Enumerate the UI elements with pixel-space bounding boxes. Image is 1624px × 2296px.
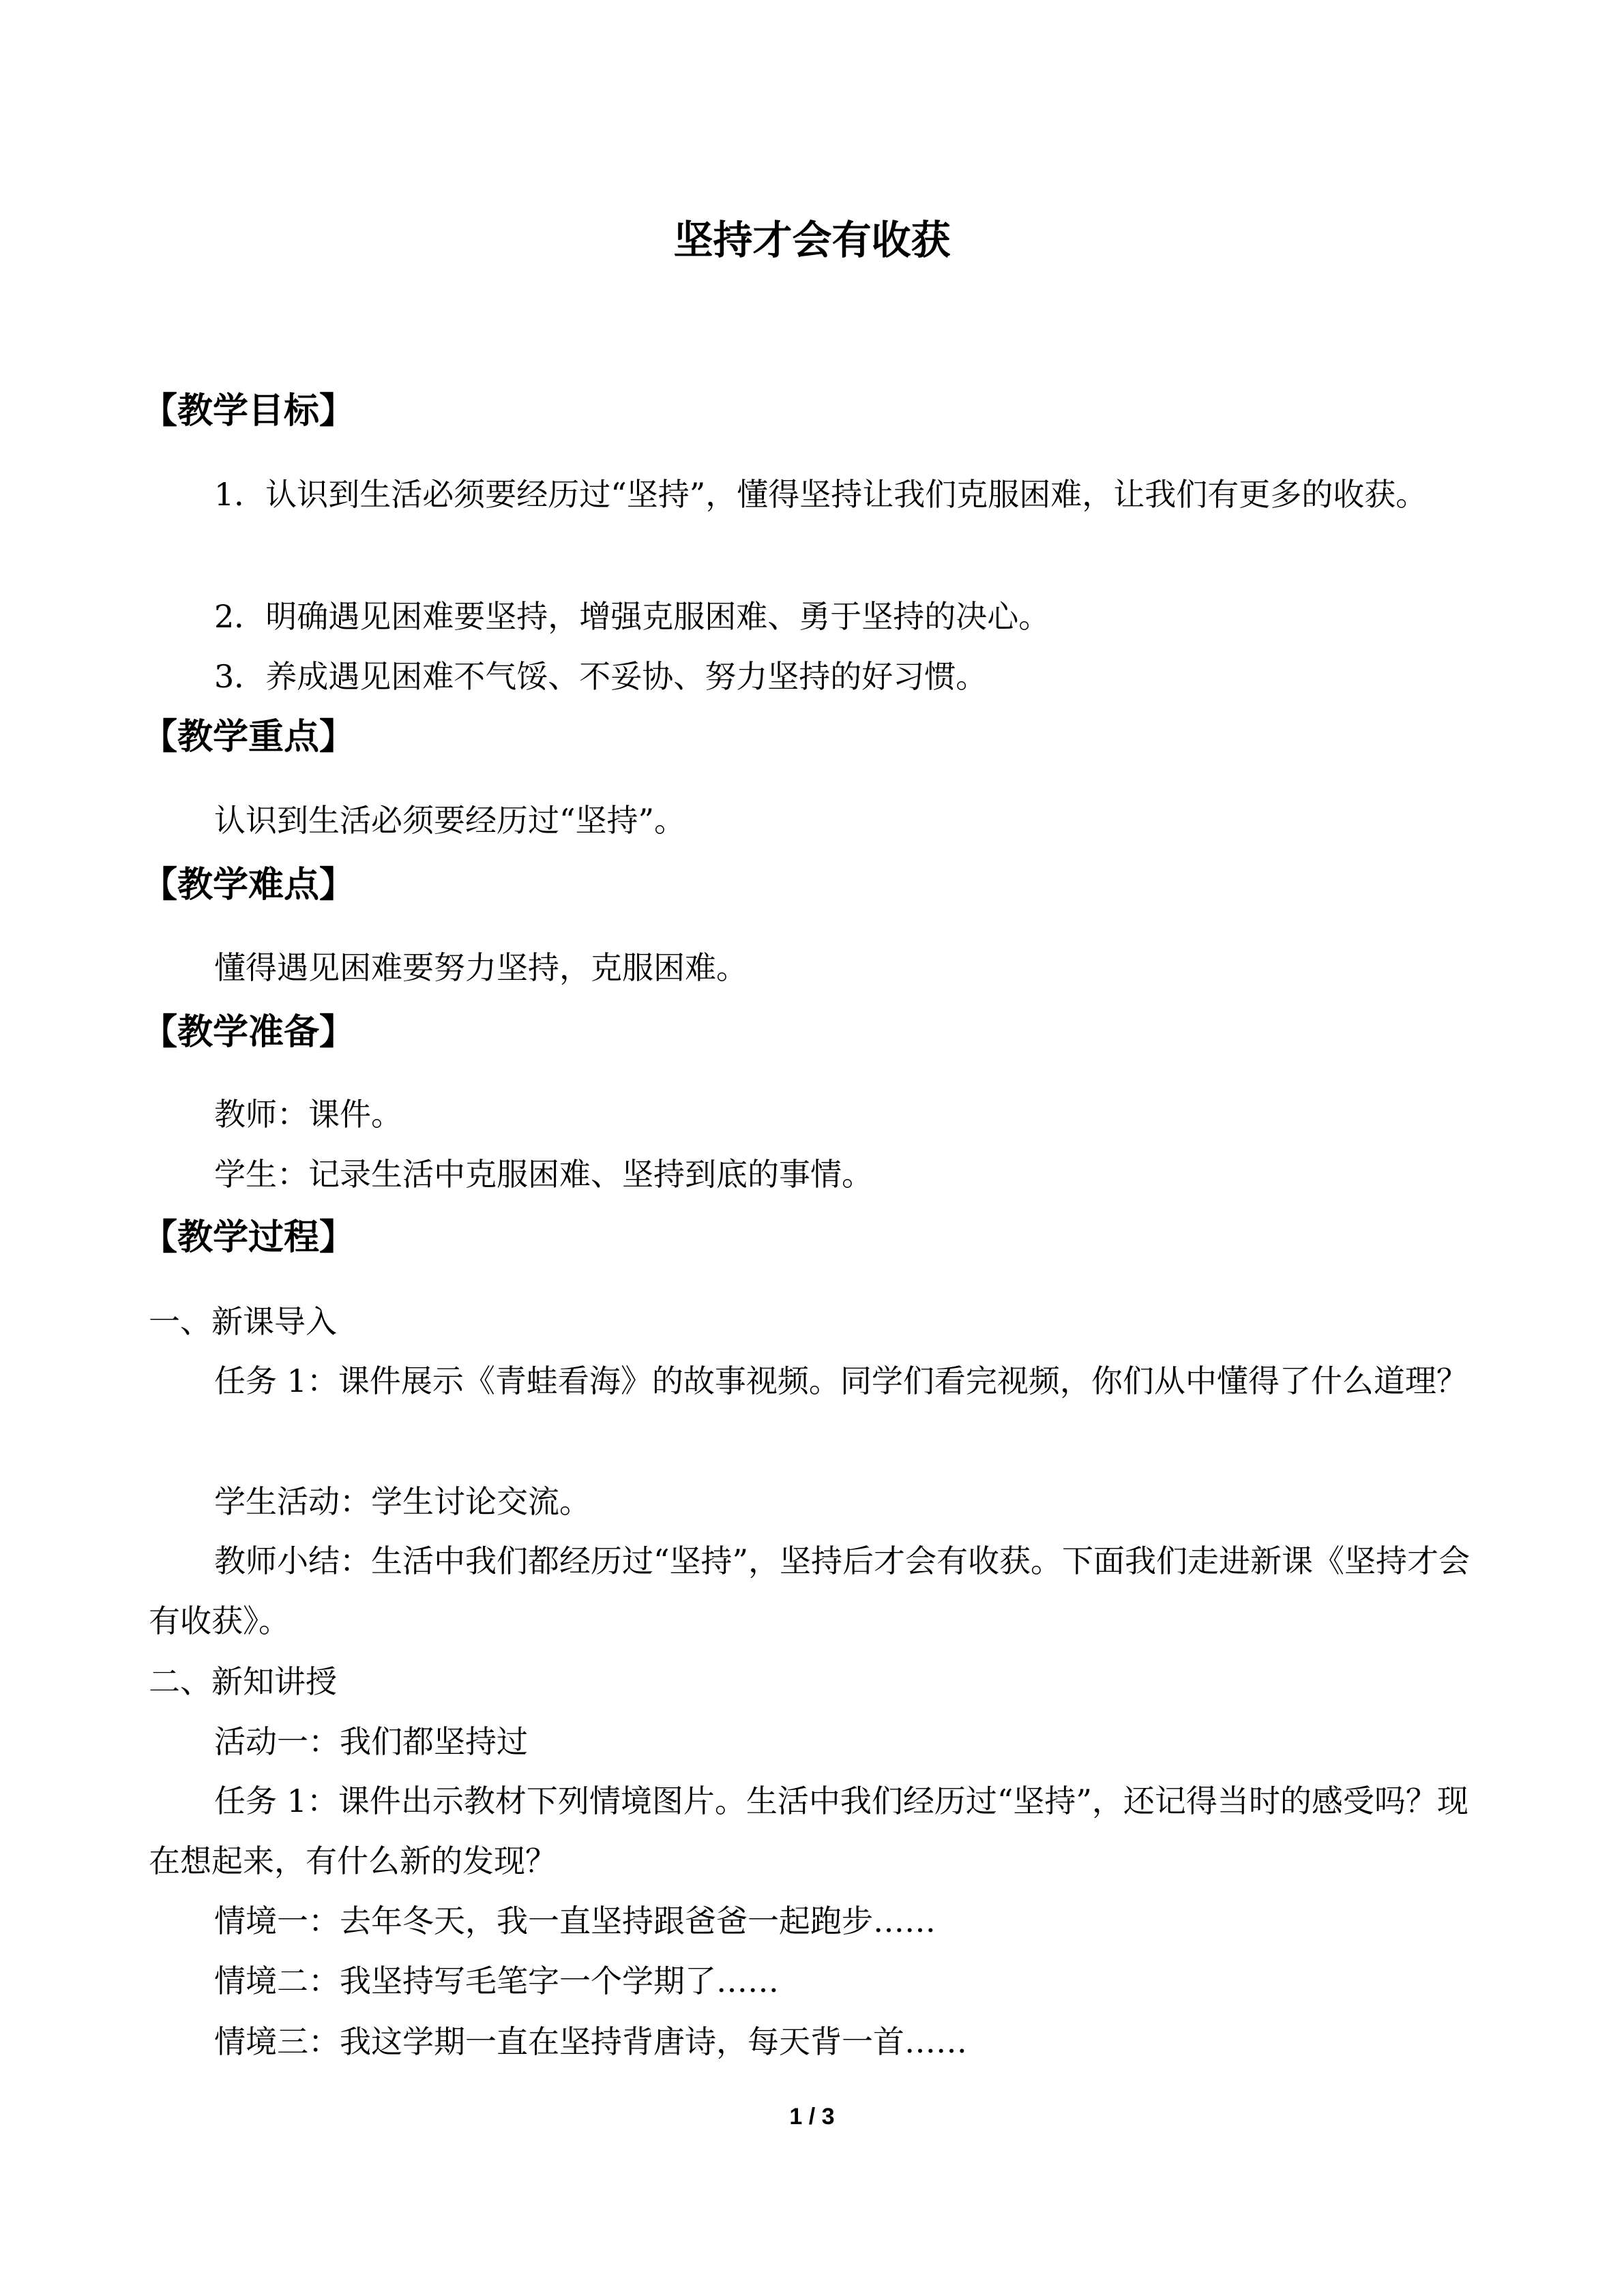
process-part1-summary: 教师小结：生活中我们都经历过“坚持”，坚持后才会有收获。下面我们走进新课《坚持才会有收获》。 [149, 1542, 1471, 1639]
scenario-1: 情境一：去年冬天，我一直坚持跟爸爸一起跑步…… [214, 1903, 936, 1939]
document-title: 坚持才会有收获 [673, 217, 951, 263]
heading-objectives: 【教学目标】 [142, 391, 355, 432]
process-part1-activity: 学生活动：学生讨论交流。 [214, 1483, 591, 1520]
key-points-text: 认识到生活必须要经历过“坚持”。 [214, 802, 686, 839]
scenario-2: 情境二：我坚持写毛笔字一个学期了…… [214, 1963, 779, 1999]
preparation-student: 学生：记录生活中克服困难、坚持到底的事情。 [214, 1156, 873, 1193]
page-number: 1 / 3 [789, 2104, 835, 2130]
objective-item-1: 1．认识到生活必须要经历过“坚持”，懂得坚持让我们克服困难，让我们有更多的收获。 [214, 476, 1428, 513]
heading-difficulties: 【教学难点】 [142, 865, 355, 906]
activity1-title: 活动一：我们都坚持过 [214, 1723, 528, 1760]
scenario-3: 情境三：我这学期一直在坚持背唐诗，每天背一首…… [214, 2023, 967, 2060]
heading-preparation: 【教学准备】 [142, 1012, 355, 1053]
preparation-teacher: 教师：课件。 [214, 1096, 402, 1133]
heading-key-points: 【教学重点】 [142, 717, 355, 758]
difficulties-text: 懂得遇见困难要努力坚持，克服困难。 [214, 949, 748, 986]
activity1-task: 任务 1：课件出示教材下列情境图片。生活中我们经历过“坚持”，还记得当时的感受吗？现在想起来，有什么新的发现？ [149, 1783, 1468, 1879]
process-part1-task: 任务 1：课件展示《青蛙看海》的故事视频。同学们看完视频，你们从中懂得了什么道理？ [214, 1362, 1468, 1399]
objective-item-2: 2．明确遇见困难要坚持，增强克服困难、勇于坚持的决心。 [214, 598, 1050, 635]
process-part2-title: 二、新知讲授 [149, 1663, 337, 1700]
objective-item-3: 3．养成遇见困难不气馁、不妥协、努力坚持的好习惯。 [214, 658, 988, 695]
heading-process: 【教学过程】 [142, 1217, 355, 1258]
process-part1-title: 一、新课导入 [149, 1303, 337, 1340]
